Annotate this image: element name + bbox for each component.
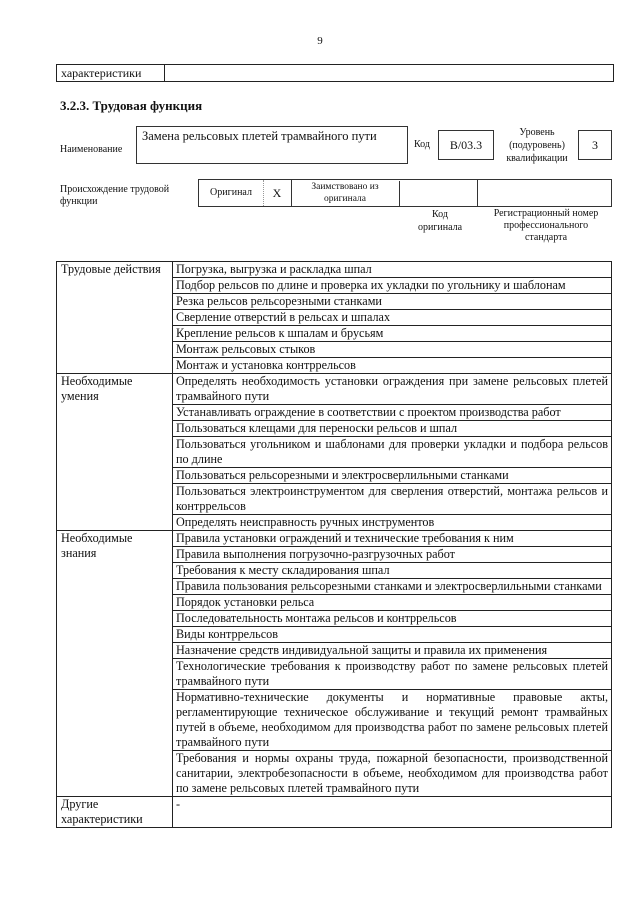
code-value: В/03.3 — [438, 130, 494, 160]
code-label: Код — [414, 139, 430, 150]
row-item: Пользоваться клещами для переноски рельсов и шпал — [173, 421, 612, 437]
row-item: Правила выполнения погрузочно-разгрузочных работ — [173, 547, 612, 563]
original-label: Оригинал — [199, 180, 264, 206]
row-item: Правила установки ограждений и технические требования к ним — [173, 531, 612, 547]
row-item: Сверление отверстий в рельсах и шпалах — [173, 310, 612, 326]
row-item: Погрузка, выгрузка и раскладка шпал — [173, 262, 612, 278]
row-category: Необходимые умения — [57, 374, 173, 531]
row-item: Порядок установки рельса — [173, 595, 612, 611]
table-row — [57, 262, 612, 278]
section-title: 3.2.3. Трудовая функция — [60, 98, 203, 113]
reg-number-label: Регистрационный номер профессионального стандарта — [493, 208, 599, 243]
code-original-label: Код оригинала — [417, 209, 463, 233]
row-item: Монтаж и установка контррельсов — [173, 358, 612, 374]
row-item: Подбор рельсов по длине и проверка их укладки по угольнику и шаблонам — [173, 278, 612, 294]
row-item: Требования к месту складирования шпал — [173, 563, 612, 579]
row-category: Другие характеристики — [57, 797, 173, 828]
row-item: Определять неисправность ручных инструментов — [173, 515, 612, 531]
row-item: Правила пользования рельсорезными станками и электросверлильными станками — [173, 579, 612, 595]
table-row — [57, 374, 612, 405]
row-item: Технологические требования к производству работ по замене рельсовых плетей трамвайного пути — [173, 659, 612, 690]
original-code-cell — [399, 180, 478, 206]
row-item: Определять необходимость установки ограждения при замене рельсовых плетей трамвайного пути — [173, 374, 612, 405]
level-label: Уровень (подуровень) квалификации — [506, 127, 568, 164]
origin-label: Происхождение трудовой функции — [60, 184, 170, 207]
row-item: Пользоваться рельсорезными и электросверлильными станками — [173, 468, 612, 484]
row-item: Пользоваться угольником и шаблонами для проверки укладки и подбора рельсов по длине — [173, 437, 612, 468]
page-number: 9 — [317, 35, 323, 47]
original-mark: X — [263, 180, 292, 206]
borrowed-label: Заимствовано из оригинала — [291, 181, 400, 207]
row-item: Монтаж рельсовых стыков — [173, 342, 612, 358]
prev-row-label: характеристики — [57, 65, 165, 81]
row-item: Виды контррельсов — [173, 627, 612, 643]
row-item: - — [173, 797, 612, 828]
row-item: Резка рельсов рельсорезными станками — [173, 294, 612, 310]
row-item: Устанавливать ограждение в соответствии с проектом производства работ — [173, 405, 612, 421]
name-value: Замена рельсовых плетей трамвайного пути — [136, 126, 408, 164]
row-item: Назначение средств индивидуальной защиты и правила их применения — [173, 643, 612, 659]
name-label: Наименование — [60, 144, 123, 155]
previous-table-row — [56, 64, 614, 82]
row-item: Крепление рельсов к шпалам и брусьям — [173, 326, 612, 342]
row-item: Пользоваться электроинструментом для сверления отверстий, монтажа рельсов и контррельсов — [173, 484, 612, 515]
level-value: 3 — [578, 130, 612, 160]
table-row — [57, 797, 612, 828]
row-category: Трудовые действия — [57, 262, 173, 374]
table-row — [57, 531, 612, 547]
origin-table — [198, 179, 612, 207]
row-item: Последовательность монтажа рельсов и контррельсов — [173, 611, 612, 627]
row-item: Требования и нормы охраны труда, пожарной безопасности, производственной санитарии, электробезопасности в объеме, необходимом для производства работ по замене рельсовых плетей трамвайного пути — [173, 751, 612, 797]
row-item: Нормативно-технические документы и нормативные правовые акты, регламентирующие техническое обслуживание и текущий ремонт трамвайных путей в объеме, необходимом для производства работ по замене рельсовых плетей трамвайного пути — [173, 690, 612, 751]
row-category: Необходимые знания — [57, 531, 173, 797]
work-function-table — [56, 261, 612, 828]
